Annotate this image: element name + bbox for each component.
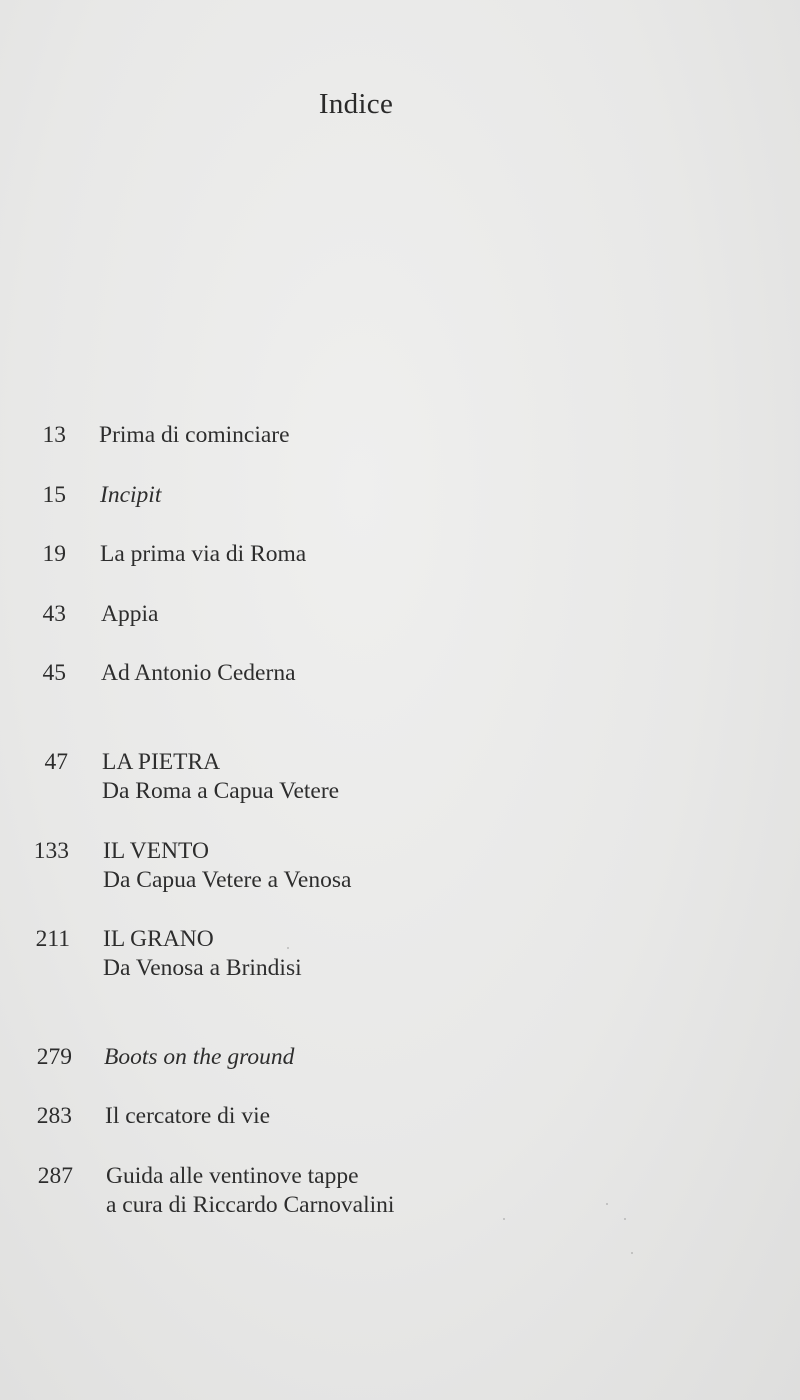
toc-page-number: 15	[42, 482, 66, 508]
toc-entry-title: Guida alle ventinove tappe	[106, 1163, 359, 1189]
toc-entry-subtitle: Da Venosa a Brindisi	[103, 955, 302, 981]
toc-entry-text	[99, 421, 290, 450]
toc-entry-title: IL VENTO	[103, 838, 209, 864]
toc-entry-title: Prima di cominciare	[99, 422, 290, 448]
toc-entry-title: Il cercatore di vie	[105, 1103, 271, 1129]
toc-entry-subtitle: Da Capua Vetere a Venosa	[103, 867, 352, 893]
page-title: Indice	[318, 88, 394, 120]
toc-page-number: 13	[42, 422, 66, 448]
toc-page-number: 45	[42, 660, 66, 686]
toc-page-number: 211	[35, 926, 70, 952]
toc-entry-title: LA PIETRA	[102, 749, 221, 775]
toc-entry-text	[101, 600, 158, 629]
paper-speck	[287, 947, 289, 949]
toc-entry-text	[103, 837, 351, 895]
toc-entry-text	[104, 1043, 294, 1072]
toc-page-number: 287	[37, 1163, 73, 1189]
toc-entry-title: La prima via di Roma	[100, 541, 307, 567]
toc-page-number: 43	[42, 601, 66, 627]
toc-entry-text	[100, 481, 161, 510]
toc-page-number: 283	[36, 1103, 72, 1129]
toc-page-number: 19	[42, 541, 66, 567]
toc-page-number: 279	[36, 1044, 72, 1070]
toc-entry-subtitle: Da Roma a Capua Vetere	[102, 778, 340, 804]
toc-entry-title: Ad Antonio Cederna	[101, 660, 296, 686]
toc-entry-text	[101, 659, 296, 688]
paper-speck	[503, 1218, 505, 1220]
toc-entry-title: Appia	[101, 601, 159, 627]
paper-speck	[624, 1218, 626, 1220]
toc-page-number: 133	[33, 838, 69, 864]
toc-entry-subtitle: a cura di Riccardo Carnovalini	[106, 1192, 395, 1218]
toc-entry-title: Boots on the ground	[104, 1044, 295, 1070]
toc-entry-text	[103, 925, 302, 983]
toc-entry-text	[105, 1102, 270, 1131]
toc-entry-text	[100, 540, 306, 569]
paper-speck	[631, 1252, 633, 1254]
toc-page-number: 47	[44, 749, 68, 775]
toc-entry-text	[102, 748, 339, 806]
toc-entry-title: Incipit	[100, 482, 162, 508]
paper-speck	[606, 1203, 608, 1205]
toc-entry-text	[106, 1162, 394, 1220]
toc-entry-title: IL GRANO	[103, 926, 214, 952]
